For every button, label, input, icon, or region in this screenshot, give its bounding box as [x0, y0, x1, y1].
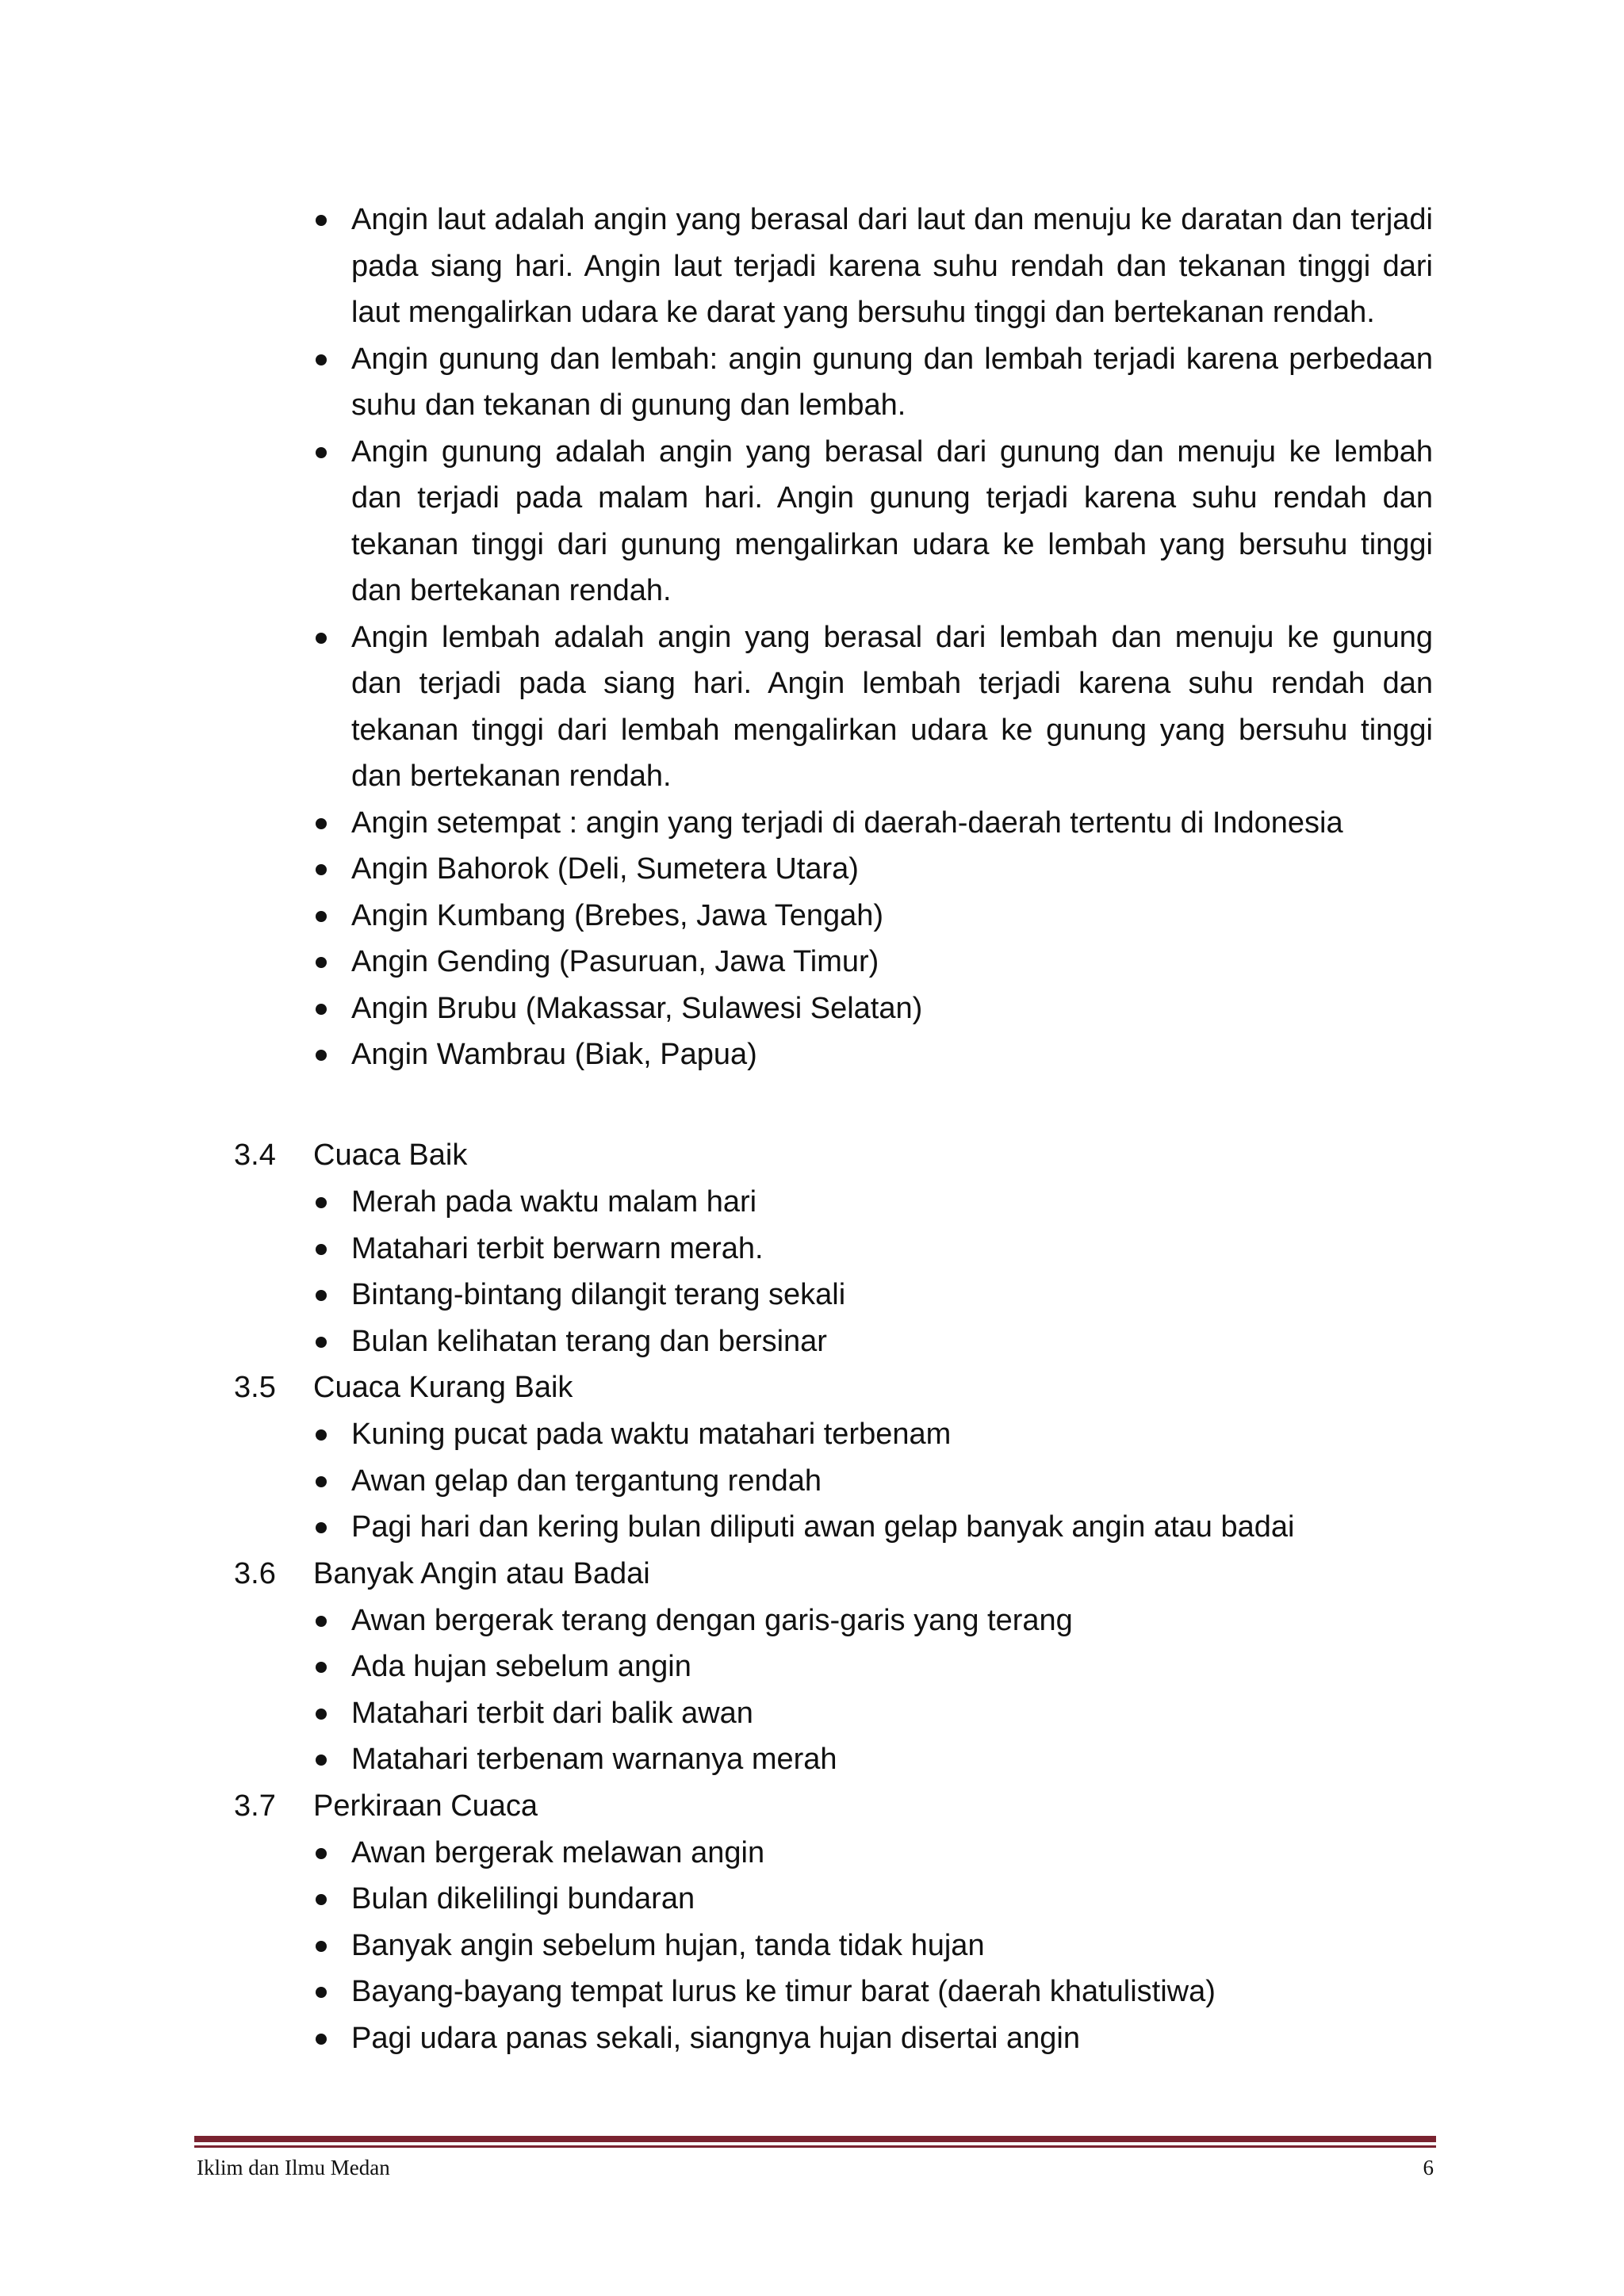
section-list [234, 1598, 1433, 1783]
list-item: Bulan kelihatan terang dan bersinar [313, 1318, 1433, 1365]
list-item: Angin gunung adalah angin yang berasal dari gunung dan menuju ke lembah dan terjadi pada malam hari. Angin gunung terjadi karena suhu rendah dan tekanan tinggi dari gunung mengalirkan udara ke lembah yang bersuhu tinggi dan bertekanan rendah. [313, 429, 1433, 614]
list-item: Awan gelap dan tergantung rendah [313, 1458, 1433, 1505]
section-number: 3.4 [234, 1138, 276, 1172]
footer-divider-thin [194, 2145, 1436, 2148]
list-item: Merah pada waktu malam hari [313, 1179, 1433, 1226]
list-item: Angin Gending (Pasuruan, Jawa Timur) [313, 939, 1433, 985]
list-item: Angin Brubu (Makassar, Sulawesi Selatan) [313, 985, 1433, 1032]
list-item: Matahari terbit dari balik awan [313, 1690, 1433, 1737]
list-item: Bayang-bayang tempat lurus ke timur barat (daerah khatulistiwa) [313, 1969, 1433, 2015]
section-number: 3.7 [234, 1789, 276, 1823]
section-cuaca-kurang-baik [234, 1364, 1433, 1551]
section-title: Cuaca Baik [313, 1138, 468, 1172]
page-number: 6 [1423, 2156, 1434, 2179]
section-heading [234, 1551, 1433, 1598]
list-item: Awan bergerak melawan angin [313, 1830, 1433, 1877]
list-item: Angin Kumbang (Brebes, Jawa Tengah) [313, 893, 1433, 939]
list-item: Angin lembah adalah angin yang berasal dari lembah dan menuju ke gunung dan terjadi pada siang hari. Angin lembah terjadi karena suhu rendah dan tekanan tinggi dari lembah mengalirkan udara ke gunung yang bersuhu tinggi dan bertekanan rendah. [313, 614, 1433, 800]
list-item: Matahari terbit berwarn merah. [313, 1226, 1433, 1272]
wind-types-list [313, 197, 1433, 1078]
section-list [234, 1411, 1433, 1551]
list-item: Banyak angin sebelum hujan, tanda tidak hujan [313, 1923, 1433, 1969]
section-title: Perkiraan Cuaca [313, 1789, 538, 1823]
weather-sections [234, 1132, 1433, 2061]
footer-divider-thick [194, 2136, 1436, 2142]
list-item: Angin Bahorok (Deli, Sumetera Utara) [313, 846, 1433, 893]
list-item: Bintang-bintang dilangit terang sekali [313, 1272, 1433, 1318]
section-cuaca-baik [234, 1132, 1433, 1364]
section-list [234, 1830, 1433, 2062]
list-item: Pagi hari dan kering bulan diliputi awan gelap banyak angin atau badai [313, 1504, 1433, 1551]
section-heading [234, 1132, 1433, 1179]
section-number: 3.6 [234, 1556, 276, 1590]
section-heading [234, 1364, 1433, 1411]
section-title: Banyak Angin atau Badai [313, 1556, 650, 1590]
list-item: Bulan dikelilingi bundaran [313, 1876, 1433, 1923]
list-item: Pagi udara panas sekali, siangnya hujan disertai angin [313, 2015, 1433, 2062]
section-number: 3.5 [234, 1371, 276, 1404]
list-item: Angin setempat : angin yang terjadi di daerah-daerah tertentu di Indonesia [313, 800, 1433, 847]
list-item: Angin laut adalah angin yang berasal dari laut dan menuju ke daratan dan terjadi pada siang hari. Angin laut terjadi karena suhu rendah dan tekanan tinggi dari laut mengalirkan udara ke darat yang bersuhu tinggi dan bertekanan rendah. [313, 197, 1433, 336]
list-item: Ada hujan sebelum angin [313, 1644, 1433, 1690]
list-item: Matahari terbenam warnanya merah [313, 1736, 1433, 1783]
section-list [234, 1179, 1433, 1364]
list-item: Angin Wambrau (Biak, Papua) [313, 1031, 1433, 1078]
section-heading [234, 1783, 1433, 1830]
list-item: Awan bergerak terang dengan garis-garis yang terang [313, 1598, 1433, 1644]
section-title: Cuaca Kurang Baik [313, 1371, 573, 1404]
list-item: Angin gunung dan lembah: angin gunung dan lembah terjadi karena perbedaan suhu dan tekanan di gunung dan lembah. [313, 336, 1433, 429]
section-perkiraan-cuaca [234, 1783, 1433, 2062]
section-banyak-angin [234, 1551, 1433, 1783]
footer-title: Iklim dan Ilmu Medan [197, 2156, 390, 2179]
list-item: Kuning pucat pada waktu matahari terbenam [313, 1411, 1433, 1458]
